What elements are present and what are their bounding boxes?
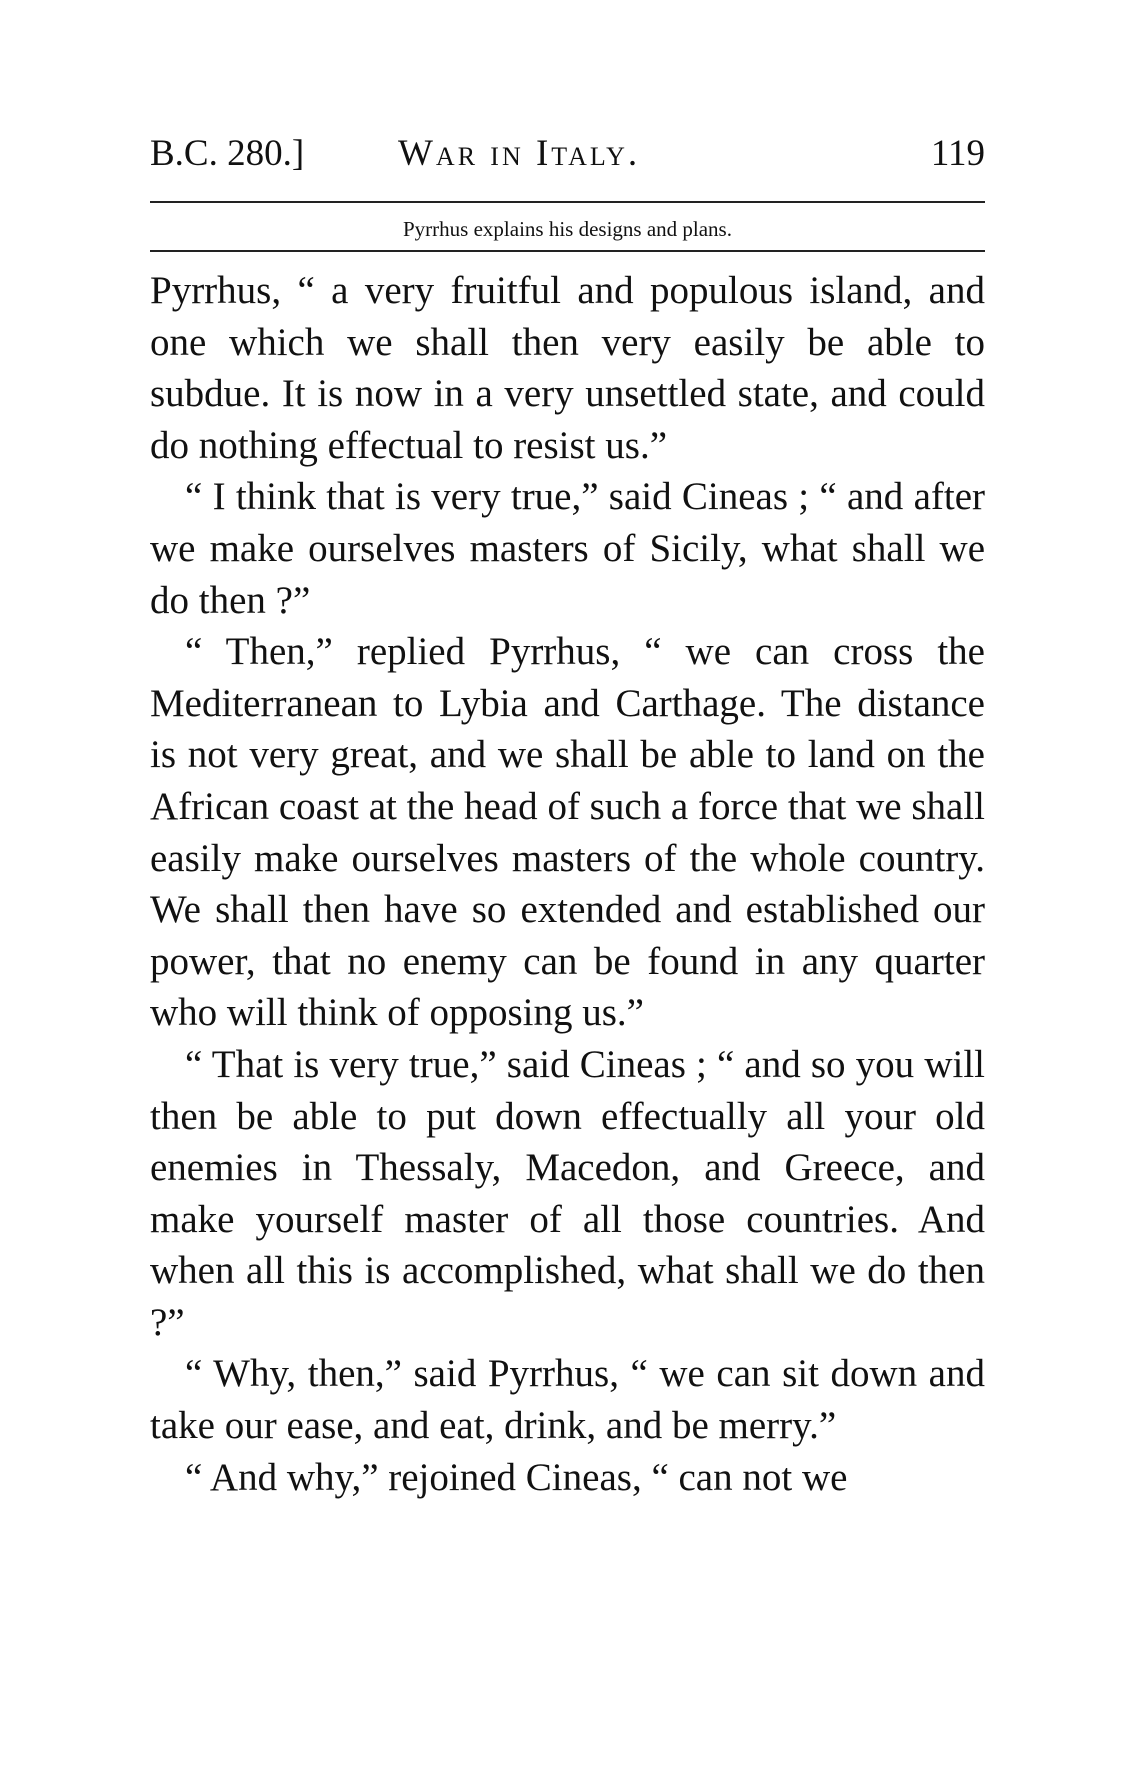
paragraph: “ I think that is very true,” said Cineas ; “ and after we make ourselves masters of Sicily, what shall we do then ?” [150,475,985,622]
body-text [150,265,985,1735]
section-subheading: Pyrrhus explains his designs and plans. [403,217,732,241]
running-head [150,128,985,180]
paragraph: “ Then,” replied Pyrrhus, “ we can cross the Mediterranean to Lybia and Carthage. The distance is not very great, and we shall be able to land on the African coast at the head of such a force that we shall easily make ourselves masters of the whole country. We shall then have so extended and established our power, that no enemy can be found in any quarter who will think of opposing us.” [150,630,985,1035]
paragraph-continued: Pyrrhus, “ a very fruitful and populous island, and one which we shall then very easily be able to subdue. It is now in a very unsettled state, and could do nothing effectual to resist us.” [150,269,985,467]
running-head-title: War in Italy. [398,133,641,174]
paragraph: “ Why, then,” said Pyrrhus, “ we can sit down and take our ease, and eat, drink, and be merry.” [150,1352,985,1448]
header-rule-bottom [150,250,985,252]
page-number: 119 [930,133,985,174]
paragraph-continues: “ And why,” rejoined Cineas, “ can not we [185,1455,848,1499]
paragraph: “ That is very true,” said Cineas ; “ and so you will then be able to put down effectually all your old enemies in Thessaly, Macedon, and Greece, and make yourself master of all those countries. And when all this is accomplished, what shall we do then ?” [150,1042,985,1344]
header-rule-top [150,201,985,203]
running-head-date: B.C. 280.] [150,133,305,174]
